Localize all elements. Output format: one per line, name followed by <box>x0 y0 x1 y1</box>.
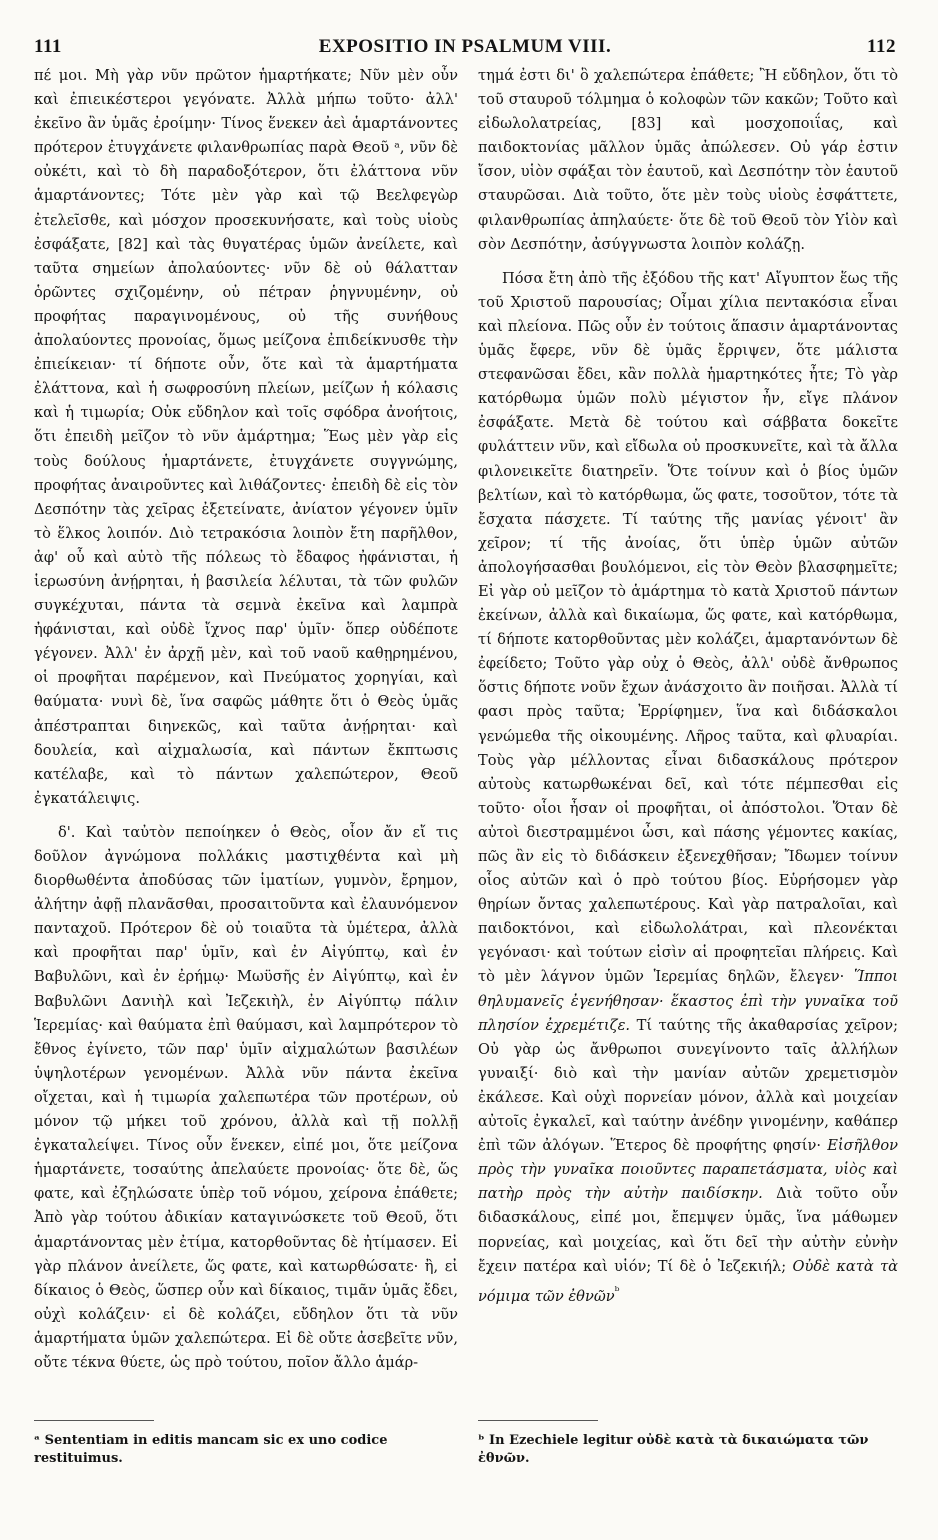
footnote-mark-b: ᵇ <box>614 1283 620 1298</box>
left-paragraph-1: πέ μοι. Μὴ γὰρ νῦν πρῶτον ἡμαρτήκατε; Νῦν μὲν οὖν καὶ ἐπιεικέστεροι γεγόνατε. Ἀλλὰ μήπω τοῦτο· ἀλλ' ἐκεῖνο ἂν ὑμᾶς ἐροίμην· Τίνος ἕνεκεν ἀεὶ ἁμαρτάνοντες πρότερον ἐτυγχάνετε φιλανθρωπίας παρὰ Θεοῦ ᵃ, νῦν δὲ οὐκέτι, καὶ τὸ δὴ παραδοξότερον, ὅτι ἐλάττονα νῦν ἁμαρτάνοντες; Τότε μὲν γὰρ καὶ τῷ Βεελφεγὼρ ἐτελεῖσθε, καὶ μόσχον προσεκυνήσατε, καὶ τοὺς υἱοὺς ἐσφάξατε, [82] καὶ τὰς θυγατέρας ὑμῶν ἀνείλετε, καὶ ταῦτα σημείων ἀπολαύοντες· νῦν δὲ οὐ θάλατταν ὁρῶντες σχιζομένην, οὐ πέτραν ῥηγνυμένην, οὐ προφήτας παραγινομένους, οὐ τῆς συνήθους ἀπολαύοντες προνοίας, ὅμως μείζονα ἐπιδείκνυσθε τὴν ἐπιείκειαν· τί δήποτε οὖν, ὅτε καὶ τὰ ἁμαρτήματα ἐλάττονα, καὶ ἡ σωφροσύνη πλείων, μείζων ἡ κόλασις καὶ ἡ τιμωρία; Οὐκ εὔδηλον καὶ τοῖς σφόδρα ἀνοήτοις, ὅτι ἐπειδὴ μεῖζον τὸ νῦν ἁμάρτημα; Ἕως μὲν γὰρ εἰς τοὺς δούλους ἡμαρτάνετε, ἐτυγχάνετε συγγνώμης, προφήτας ἀναιροῦντες καὶ λιθάζοντες· ἐπειδὴ δὲ εἰς τὸν Δεσπότην τὰς χεῖρας ἐξετείνατε, ἀνίατον γέγονεν ὑμῖν τὸ ἕλκος λοιπόν. Διὸ τετρακόσια λοιπὸν ἔτη παρῆλθον, ἀφ' οὗ καὶ αὐτὸ τῆς πόλεως τὸ ἔδαφος ἠφάνισται, ἡ ἱερωσύνη ἀνῄρηται, ἡ βασιλεία λέλυται, τὰ τῶν φυλῶν συγκέχυται, πάντα τὰ σεμνὰ ἐκεῖνα καὶ λαμπρὰ ἠφάνισται, καὶ οὐδὲ ἴχνος παρ' ὑμῖν· ὅπερ οὐδέποτε γέγονεν. Ἀλλ' ἐν ἀρχῇ μὲν, καὶ τοῦ ναοῦ καθῃρημένου, οἱ προφῆται παρέμενον, καὶ Πνεύματος χορηγίαι, καὶ θαύματα· νυνὶ δὲ, ἵνα σαφῶς μάθητε ὅτι ὁ Θεὸς ὑμᾶς ἀπέστραπται διηνεκῶς, καὶ ταῦτα ἀνῄρηται· καὶ δουλεία, καὶ αἰχμαλωσία, καὶ πάντων ἔκπτωσις κατέλαβε, καὶ τὸ πάντων χαλεπώτερον, Θεοῦ ἐγκατάλειψις. <box>34 67 458 807</box>
left-column <box>34 64 458 1375</box>
footnote-a: ᵃ Sententiam in editis mancam sic ex uno codice restituimus. <box>34 1433 388 1466</box>
footnote-rule-right <box>478 1420 598 1421</box>
running-title: EXPOSITIO IN PSALMUM VIII. <box>318 36 612 57</box>
running-header <box>34 36 896 60</box>
scripture-quote-1: Ἵπποι θηλυμανεῖς ἐγενήθησαν· ἕκαστος ἐπὶ τὴν γυναῖκα τοῦ πλησίον ἐχρεμέτιζε. <box>478 968 898 1034</box>
footnote-b: ᵇ In Ezechiele legitur οὐδὲ κατὰ τὰ δικαιώματα τῶν ἐθνῶν. <box>478 1433 869 1466</box>
right-column <box>478 64 898 1309</box>
right-paragraph-1: τημά ἐστι δι' ὃ χαλεπώτερα ἐπάθετε; Ἢ εὔδηλον, ὅτι τὸ τοῦ σταυροῦ τόλμημα ὁ κολοφὼν τῶν κακῶν; Τοῦτο καὶ εἰδωλολατρείας, [83] καὶ μοσχοποιΐας, καὶ παιδοκτονίας μᾶλλον ὑμᾶς ἀπώλεσεν. Οὐ γάρ ἐστιν ἴσον, υἱὸν σφάξαι τὸν ἑαυτοῦ, καὶ Δεσπότην τὸν ἑαυτοῦ σταυρῶσαι. Διὰ τοῦτο, ὅτε μὲν τοὺς υἱοὺς ἐσφάττετε, φιλανθρωπίας ἀπηλαύετε· ὅτε δὲ τοῦ Θεοῦ τὸν Υἱὸν καὶ σὸν Δεσπότην, ἀσύγγνωστα λοιπὸν κολάζῃ. <box>478 67 898 253</box>
page-number-right: 112 <box>867 36 896 57</box>
footnote-rule-left <box>34 1420 154 1421</box>
scripture-quote-2: Εἰσῆλθον πρὸς τὴν γυναῖκα ποιοῦντες παραπετάσματα, υἱὸς καὶ πατὴρ πρὸς τὴν αὐτὴν παιδίσκην. <box>478 1137 898 1203</box>
right-paragraph-3-text: Τί ταύτης τῆς ἀκαθαρσίας χεῖρον; Οὐ γὰρ ὡς ἄνθρωποι συνεγίνοντο ταῖς ἀλλήλων γυναιξί· διὸ καὶ τὴν μανίαν αὐτῶν χρεμετισμὸν ἐκάλεσε. Καὶ οὐχὶ πορνείαν μόνον, ἀλλὰ καὶ μοιχείαν αὐτοῖς ἐγκαλεῖ, καὶ ταύτην ἀνέδην γινομένην, καθάπερ ἐπὶ τῶν ἀλόγων. Ἕτερος δὲ προφήτης φησίν· <box>478 1016 899 1155</box>
left-paragraph-2: δ'. Καὶ ταὐτὸν πεποίηκεν ὁ Θεὸς, οἷον ἄν εἴ τις δοῦλον ἀγνώμονα πολλάκις μαστιχθέντα καὶ μὴ διορθωθέντα ἀποδύσας τῶν ἱματίων, γυμνὸν, ἔρημον, ἀλήτην ἀφῇ πλανᾶσθαι, προσαιτοῦντα καὶ ἐλαυνόμενον πανταχοῦ. Πρότερον δὲ οὐ τοιαῦτα τὰ ὑμέτερα, ἀλλὰ καὶ προφῆται παρ' ὑμῖν, καὶ ἐν Αἰγύπτῳ, καὶ ἐν Βαβυλῶνι, καὶ ἐν ἐρήμῳ· Μωϋσῆς ἐν Αἰγύπτῳ, καὶ ἐν Βαβυλῶνι Δανιὴλ καὶ Ἰεζεκιὴλ, ἐν Αἰγύπτῳ πάλιν Ἱερεμίας· καὶ θαύματα ἐπὶ θαύμασι, καὶ λαμπρότερον τὸ ἔθνος ἐγίνετο, τῶν παρ' ὑμῖν αἰχμαλώτων βασιλέων ὑψηλοτέρων γενομένων. Ἀλλὰ νῦν πάντα ἐκεῖνα οἴχεται, καὶ ἡ τιμωρία χαλεπωτέρα τῶν προτέρων, οὐ μόνον τῷ μήκει τοῦ χρόνου, ἀλλὰ καὶ τῇ πολλῇ ἐγκαταλείψει. Τίνος οὖν ἕνεκεν, εἰπέ μοι, ὅτε μείζονα ἡμαρτάνετε, τοσαύτης ἀπελαύετε προνοίας· ὅτε δὲ, ὥς φατε, καὶ ἐζηλώσατε ὑπὲρ τοῦ νόμου, χείρονα ἐπάθετε; Ἀπὸ γὰρ τούτου ἀδικίαν καταγινώσκετε τοῦ Θεοῦ, ὅτι ἁμαρτάνοντας μὲν ἐτίμα, κατορθοῦντας δὲ ἠτίμασεν. Εἰ γὰρ πλάνον ἀνείλετε, ὥς φατε, καὶ κατωρθώσατε· ἢ, εἰ δίκαιος ὁ Θεὸς, ὥσπερ οὖν καὶ δίκαιος, τιμᾶν ὑμᾶς ἔδει, οὐχὶ κολάζειν· εἰ δὲ κολάζει, εὔδηλον ὅτι τὰ νῦν ἁμαρτήματα ὑμῶν χαλεπώτερα. Εἰ δὲ οὔτε ἀσεβεῖτε νῦν, οὔτε τέκνα θύετε, ὡς πρὸ τούτου, ποῖον ἄλλο ἁμάρ- <box>34 823 458 1371</box>
right-paragraph-4-text: Διὰ τοῦτο οὖν διδασκάλους, εἰπέ μοι, ἔπεμψεν ὑμᾶς, ἵνα μάθωμεν πορνείας, καὶ μοιχείας, καὶ ὅτι δεῖ τὴν αὐτὴν εὐνὴν ἔχειν πατέρα καὶ υἱόν; Τί δὲ ὁ Ἰεζεκιήλ; <box>478 1185 899 1275</box>
right-paragraph-2 <box>478 267 898 1309</box>
scripture-quote-3: Οὐδὲ κατὰ τὰ νόμιμα τῶν ἐθνῶν <box>478 1257 899 1305</box>
page-number-left: 111 <box>34 36 62 57</box>
right-paragraph-2-text: Πόσα ἔτη ἀπὸ τῆς ἐξόδου τῆς κατ' Αἴγυπτον ἕως τῆς τοῦ Χριστοῦ παρουσίας; Οἶμαι χίλια πεντακόσια εἶναι καὶ πλείονα. Πῶς οὖν ἐν τούτοις ἅπασιν ἁμαρτάνοντας ὑμᾶς ἔφερε, νῦν δὲ ὑμᾶς ἔρριψεν, ὅτε μάλιστα στεφανῶσαι ἔδει, κἂν πολλὰ ἡμαρτηκότες ἦτε; Τὸ γὰρ κατόρθωμα ὑμῶν πολὺ μέγιστον ἦν, εἴγε πλάνον ἐσφάξατε. Μετὰ δὲ τούτου καὶ σάββατα δοκεῖτε φυλάττειν νῦν, καὶ εἴδωλα οὐ προσκυνεῖτε, καὶ τὰ ἄλλα φιλονεικεῖτε διατηρεῖν. Ὅτε τοίνυν καὶ ὁ βίος ὑμῶν βελτίων, καὶ τὸ κατόρθωμα, ὥς φατε, τοσοῦτον, τότε τὰ ἔσχατα πάσχετε. Τί ταύτης τῆς μανίας γένοιτ' ἂν χεῖρον; τί τῆς ἀνοίας, ὅτι ὑπὲρ ὑμῶν αὐτῶν ἀπολογήσασθαι βουλόμενοι, εἰς τὸν Θεὸν βλασφημεῖτε; Εἰ γὰρ οὐ μεῖζον τὸ ἁμάρτημα τὸ κατὰ Χριστοῦ πάντων ἐκείνων, ἀλλὰ καὶ δικαίωμα, ὥς φατε, καὶ κατόρθωμα, τί δήποτε κατορθοῦντας μὲν κολάζει, ἁμαρτανόντων δὲ ἐφείδετο; Τοῦτο γὰρ οὐχ ὁ Θεὸς, ἀλλ' οὐδὲ ἄνθρωπος ὅστις δήποτε νοῦν ἔχων ἀνάσχοιτο ἂν ποιῆσαι. Ἀλλὰ τί φασι πρὸς ταῦτα; Ἐρρίφημεν, ἵνα καὶ διδάσκαλοι γενώμεθα τῆς οἰκουμένης. Λῆρος ταῦτα, καὶ φλυαρίαι. Τοὺς γὰρ μέλλοντας εἶναι διδασκάλους πρότερον αὐτοὺς κατωρθωκέναι δεῖ, καὶ τότε πέμπεσθαι εἰς τοῦτο· οἷοι ἦσαν οἱ προφῆται, οἱ ἀπόστολοι. Ὅταν δὲ αὐτοὶ διεστραμμένοι ὦσι, καὶ πάσης γέμοντες κακίας, πῶς ἂν εἰς τὸ διδάσκειν ἐξενεχθῆσαν; Ἴδωμεν τοίνυν οἷος αὐτῶν καὶ ὁ πρὸ τούτου βίος. Εὑρήσομεν γὰρ θηρίων ὄντας χαλεπωτέρους. Καὶ γὰρ πατραλοῖαι, καὶ παιδοκτόνοι, καὶ εἰδωλολάτραι, καὶ πλεονέκται γεγόνασι· καὶ τούτων εἰσὶν αἱ προφητεῖαι πλήρεις. Καὶ τὸ μὲν λάγνον ὑμῶν Ἱερεμίας δηλῶν, ἔλεγεν· <box>478 269 898 986</box>
